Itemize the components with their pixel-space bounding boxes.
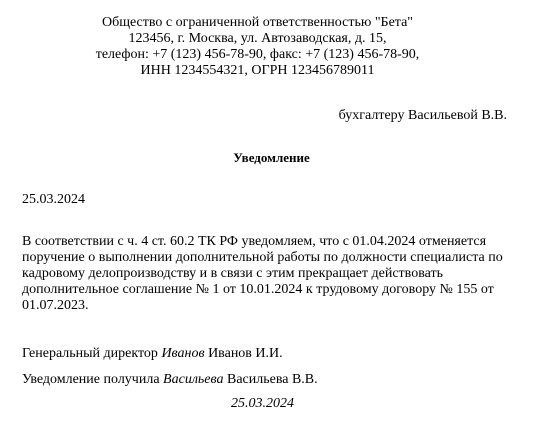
document-title: Уведомление: [233, 150, 310, 165]
director-signature: Иванов: [161, 346, 205, 361]
director-label: Генеральный директор: [22, 346, 158, 361]
organization-contacts: телефон: +7 (123) 456-78-90, факс: +7 (123) 456-78-90,: [95, 47, 420, 62]
notice-body: [22, 234, 512, 314]
director-name: Иванов И.И.: [208, 346, 283, 361]
receiver-signature: Васильева: [163, 372, 224, 387]
receiver-name: Васильева В.В.: [226, 372, 318, 387]
organization-name: Общество с ограниченной ответственностью "Бета": [101, 15, 414, 30]
organization-header: [60, 15, 455, 79]
addressee: бухгалтеру Васильевой В.В.: [338, 108, 507, 123]
body-line: 01.07.2023.: [22, 298, 89, 313]
receiver-signature-line: [22, 372, 318, 388]
body-line: поручение о выполнении дополнительной работы по должности специалиста по: [22, 250, 503, 265]
organization-address: 123456, г. Москва, ул. Автозаводская, д. 15,: [128, 31, 387, 46]
body-line: В соответствии с ч. 4 ст. 60.2 ТК РФ уведомляем, что с 01.04.2024 отменяется: [22, 234, 487, 249]
document-date: 25.03.2024: [22, 192, 85, 207]
receipt-date: 25.03.2024: [231, 396, 294, 411]
body-line: кадровому делопроизводству и в связи с этим прекращает действовать: [22, 266, 443, 281]
director-signature-line: [22, 346, 283, 362]
receiver-label: Уведомление получила: [22, 372, 160, 387]
body-line: дополнительное соглашение № 1 от 10.01.2024 к трудовому договору № 155 от: [22, 282, 494, 297]
organization-registration: ИНН 1234554321, ОГРН 123456789011: [140, 63, 375, 78]
